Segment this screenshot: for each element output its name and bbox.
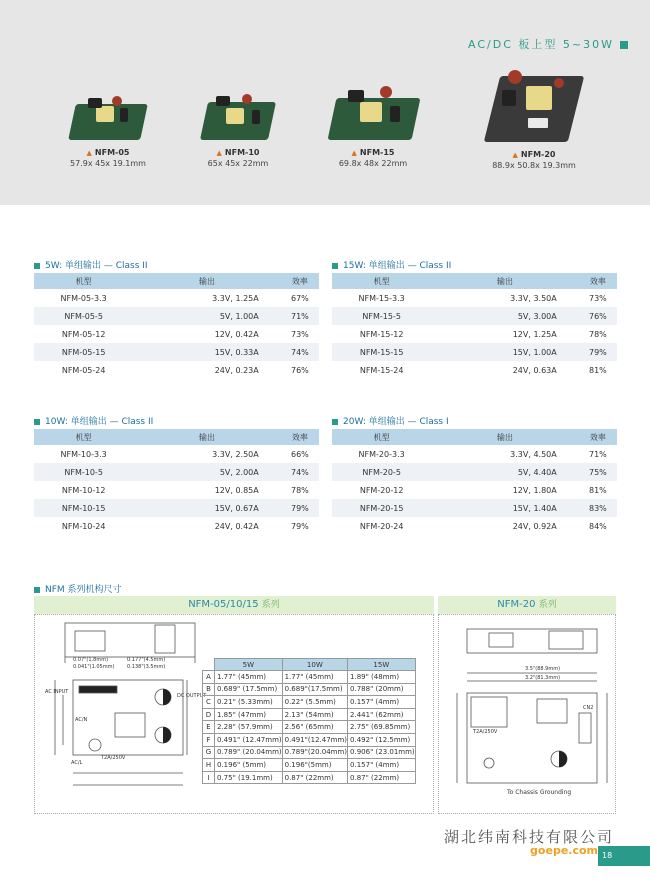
product-photo: [326, 80, 420, 144]
table-title: 10W: 单组输出 — Class II: [34, 415, 319, 429]
table-row: NFM-15-5 5V, 3.00A 76%: [332, 307, 617, 325]
triangle-icon: ▲: [86, 149, 92, 157]
table-row: G 0.789" (20.04mm) 0.789"(20.04mm) 0.906" (23.01mm): [203, 746, 416, 759]
table-row: NFM-10-5 5V, 2.00A 74%: [34, 463, 319, 481]
spec-table-15w: [332, 259, 617, 379]
product-name: ▲ NFM-05: [86, 148, 130, 157]
table-row: NFM-20-15 15V, 1.40A 83%: [332, 499, 617, 517]
drawing-label: 0.138"(3.5mm): [127, 664, 166, 670]
spec-table-10w: [34, 415, 319, 535]
product-name: ▲ NFM-15: [351, 148, 395, 157]
watermark: goepe.com: [530, 844, 598, 857]
product-nfm-15: [318, 80, 428, 168]
drawing-label: AC INPUT: [45, 689, 69, 695]
drawing-label: AC/L: [71, 760, 83, 766]
col-model: 机型: [332, 273, 431, 289]
product-dimensions: 69.8x 48x 22mm: [338, 159, 408, 168]
table-row: NFM-10-3.3 3.3V, 2.50A 66%: [60, 449, 309, 459]
title-square-icon: [34, 263, 40, 269]
table-row: NFM-15-12 12V, 1.25A 78%: [359, 329, 607, 339]
table-row: NFM-05-12 12V, 0.42A 73%: [61, 329, 309, 339]
table-row: B 0.689" (17.5mm) 0.689"(17.5mm) 0.788" (20mm): [203, 683, 416, 696]
col-output: 输出: [133, 273, 280, 289]
title-square-icon: [332, 263, 338, 269]
table-row: NFM-20-12 12V, 1.80A 81%: [359, 485, 607, 495]
left-series-bar: NFM-05/10/15 系列: [34, 596, 434, 614]
table-row: NFM-10-24 24V, 0.42A 79%: [61, 521, 309, 531]
drawing-label: CN2: [583, 705, 594, 711]
drawing-label: T2A/250V: [101, 755, 126, 761]
product-photo: [68, 88, 148, 144]
product-name: ▲ NFM-20: [512, 150, 556, 159]
spec-table-20w: [332, 415, 617, 535]
title-square-icon: [332, 419, 338, 425]
col-model: 机型: [34, 429, 133, 445]
table-row: NFM-05-15 15V, 0.33A 74%: [34, 343, 319, 361]
left-mechanical-drawing: [34, 614, 434, 814]
table-row: H 0.196" (5mm) 0.196"(5mm) 0.157" (4mm): [203, 759, 416, 772]
drawing-label: 0.177"(4.5mm): [127, 657, 166, 663]
col-model: 机型: [34, 273, 133, 289]
table-row: NFM-15-15 15V, 1.00A 79%: [332, 343, 617, 361]
table-row: F 0.491" (12.47mm) 0.491"(12.47mm) 0.492" (12.5mm): [203, 733, 416, 746]
drawing-label: 0.07"(1.8mm): [73, 657, 109, 663]
page-heading: AC/DC 板上型 5~30W: [468, 36, 628, 52]
table-row: C 0.21" (5.33mm) 0.22" (5.5mm) 0.157" (4mm): [203, 696, 416, 709]
table-row: E 2.28" (57.9mm) 2.56" (65mm) 2.75" (69.85mm): [203, 721, 416, 734]
table-row: NFM-05-24 24V, 0.23A 76%: [61, 365, 309, 375]
table-row: A 1.77" (45mm) 1.77" (45mm) 1.89" (48mm): [203, 671, 416, 684]
table-row: NFM-20-5 5V, 4.40A 75%: [332, 463, 617, 481]
product-photo: [198, 88, 278, 144]
product-nfm-05: [58, 88, 158, 168]
col-efficiency: 效率: [579, 273, 617, 289]
product-dimensions: 88.9x 50.8x 19.3mm: [492, 161, 576, 170]
drawing-label: 3.5"(88.9mm): [525, 666, 561, 672]
col-output: 输出: [133, 429, 280, 445]
table-row: NFM-10-15 15V, 0.67A 79%: [34, 499, 319, 517]
table-title: 20W: 单组输出 — Class I: [332, 415, 617, 429]
spec-table-5w: [34, 259, 319, 379]
table-row: NFM-05-3.3 3.3V, 1.25A 67%: [60, 293, 309, 303]
dimension-table: [202, 658, 416, 784]
product-nfm-20: [478, 62, 590, 170]
table-row: NFM-05-5 5V, 1.00A 71%: [34, 307, 319, 325]
col-efficiency: 效率: [281, 429, 319, 445]
table-row: NFM-20-24 24V, 0.92A 84%: [359, 521, 607, 531]
product-dimensions: 65x 45x 22mm: [207, 159, 269, 168]
table-row: NFM-15-24 24V, 0.63A 81%: [359, 365, 607, 375]
triangle-icon: ▲: [351, 149, 357, 157]
col-output: 输出: [431, 273, 578, 289]
triangle-icon: ▲: [512, 151, 518, 159]
table-row: NFM-20-3.3 3.3V, 4.50A 71%: [358, 449, 607, 459]
drawing-label: DC OUTPUT: [177, 693, 207, 699]
drawing-label: 3.2"(81.3mm): [525, 675, 561, 681]
table-title: 5W: 单组输出 — Class II: [34, 259, 319, 273]
col-efficiency: 效率: [281, 273, 319, 289]
table-row: D 1.85" (47mm) 2.13" (54mm) 2.441" (62mm): [203, 708, 416, 721]
product-name: ▲ NFM-10: [216, 148, 260, 157]
product-nfm-10: [188, 88, 288, 168]
page-number: 18: [598, 846, 650, 866]
table-row: NFM-10-12 12V, 0.85A 78%: [61, 485, 309, 495]
title-square-icon: [34, 587, 40, 593]
company-name: 湖北纬南科技有限公司: [443, 828, 614, 846]
col-output: 输出: [431, 429, 578, 445]
drawing-label: T2A/250V: [473, 729, 498, 735]
right-mechanical-drawing: [438, 614, 616, 814]
col-efficiency: 效率: [579, 429, 617, 445]
triangle-icon: ▲: [216, 149, 222, 157]
table-title: 15W: 单组输出 — Class II: [332, 259, 617, 273]
table-row: NFM-15-3.3 3.3V, 3.50A 73%: [358, 293, 607, 303]
drawing-label: 0.041"(1.05mm): [73, 664, 115, 670]
col-10w: 10W: [282, 659, 347, 671]
heading-square-icon: [620, 41, 628, 49]
product-dimensions: 57.9x 45x 19.1mm: [70, 159, 146, 168]
right-drawing-svg: [439, 615, 615, 813]
col-5w: 5W: [215, 659, 283, 671]
drawing-label: AC/N: [75, 717, 88, 723]
right-series-bar: NFM-20 系列: [438, 596, 616, 614]
dimensions-section-title: NFM 系列机构尺寸: [34, 582, 122, 595]
product-photo: [484, 62, 584, 146]
product-banner: [0, 0, 650, 205]
table-row: I 0.75" (19.1mm) 0.87" (22mm) 0.87" (22mm): [203, 771, 416, 784]
col-model: 机型: [332, 429, 431, 445]
title-square-icon: [34, 419, 40, 425]
col-15w: 15W: [348, 659, 416, 671]
drawing-label: To Chassis Grounding: [507, 789, 572, 796]
